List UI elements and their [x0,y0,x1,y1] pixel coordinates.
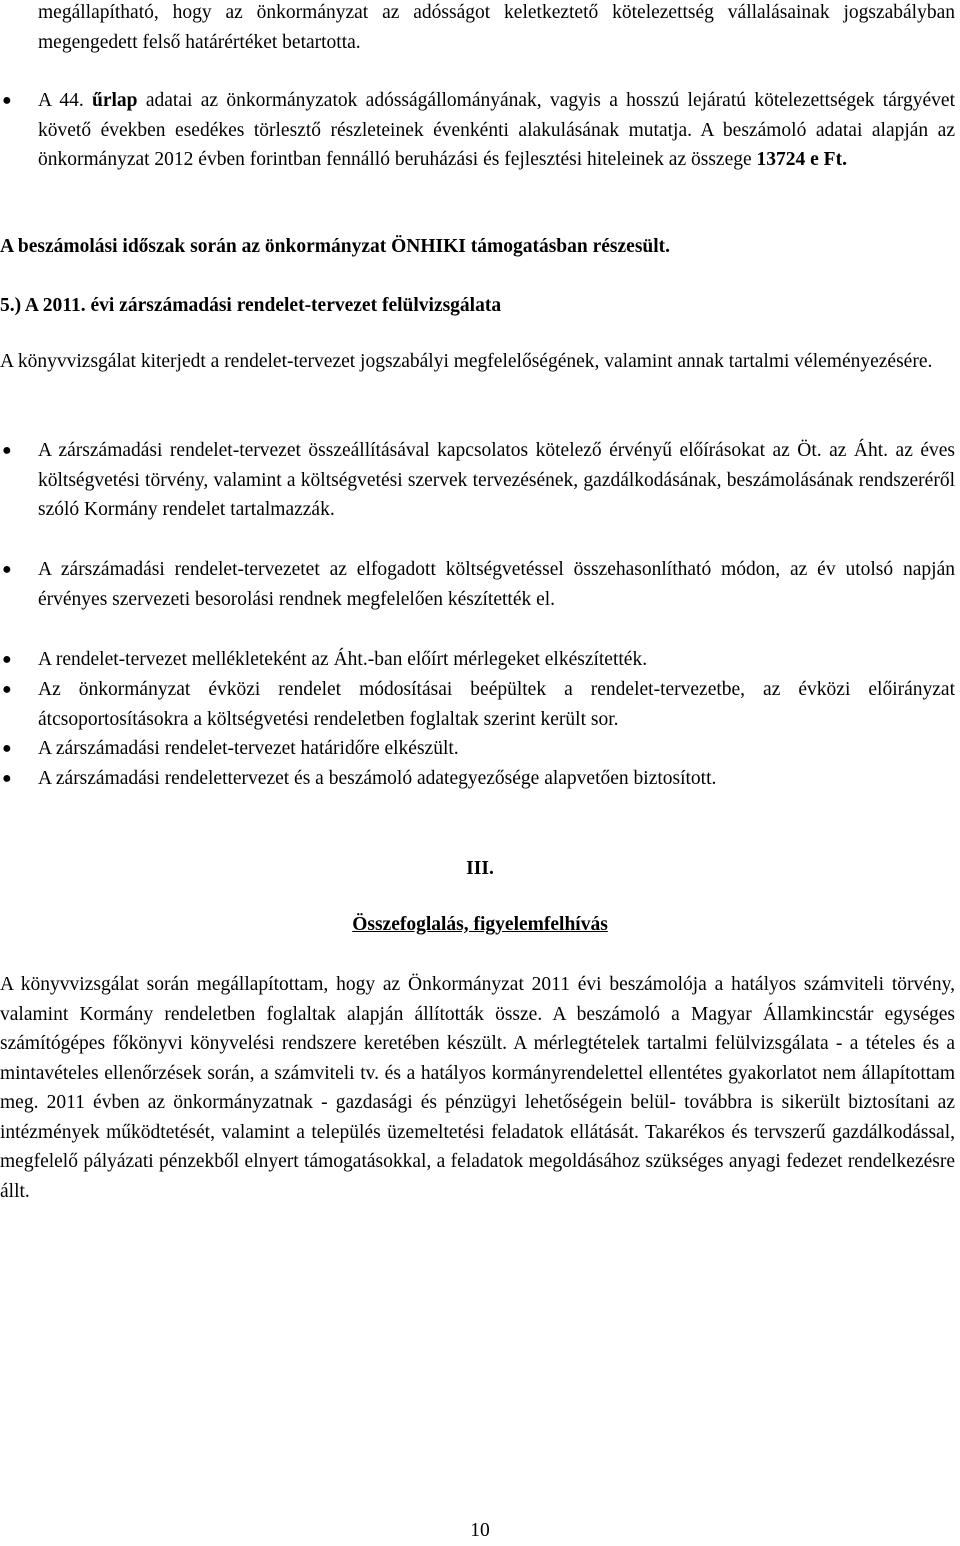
bullet-icon: ● [2,740,12,757]
section-5-heading: 5.) A 2011. évi zárszámadási rendelet-tervezet felülvizsgálata [0,295,502,316]
page-number: 10 [470,1520,490,1541]
bullet-text: A rendelet-tervezet mellékleteként az Áht.-ban előírt mérlegeket elkészítették. [38,649,648,670]
bullet-item-44-form [2,86,956,175]
continuation-text: megállapítható, hogy az önkormányzat az adósságot keletkeztető kötelezettség vállalásainak jogszabályban megengedett felső határértéket betartotta. [38,2,955,53]
bullet-icon: ● [2,681,12,698]
bullet-44-lead: A 44. [38,90,84,111]
section-5-intro: A könyvvizsgálat kiterjedt a rendelet-tervezet jogszabályi megfelelőségének, valamint annak tartalmi véleményezésére. [0,351,933,372]
bullet-icon: ● [2,561,12,578]
continuation-paragraph [38,0,955,57]
bullet-44-bold-term: űrlap [92,90,138,111]
bullet-icon: ● [2,442,12,459]
bullet-text: A zárszámadási rendelet-tervezet határidőre elkészült. [38,738,459,759]
bullet-text: Az önkormányzat évközi rendelet módosításai beépültek a rendelet-tervezetbe, az évközi előirányzat átcsoportosításokra a költségvetési rendeletben foglaltak szerint került sor. [38,679,955,730]
section-5-bullet-2 [2,555,955,614]
section-3-title: Összefoglalás, figyelemfelhívás [352,914,608,935]
onhiki-statement: A beszámolási időszak során az önkormányzat ÖNHIKI támogatásban részesült. [0,236,671,257]
section-5-bullet-3 [2,645,955,675]
bullet-44-text: adatai az önkormányzatok adósságállományának, vagyis a hosszú lejáratú kötelezettségek tárgyévet követő években esedékes törlesztő részleteinek évenkénti alakulásának mutatja. A beszámoló adatai alapján az önkormányzat 2012 évben forintban fennálló beruházási és fejlesztési hiteleinek az összege [38,90,956,170]
section-5-bullet-5 [2,734,955,764]
section-5-bullet-1 [2,436,955,525]
bullet-icon: ● [2,651,12,668]
bullet-text: A zárszámadási rendelet-tervezet összeállításával kapcsolatos kötelező érvényű előírásokat az Öt. az Áht. az éves költségvetési törvény, valamint a költségvetési szervek tervezésének, gazdálkodásának, beszámolásának rendszeréről szóló Kormány rendelet tartalmazzák. [38,440,955,520]
bullet-icon: ● [2,770,12,787]
section-5-bullet-6 [2,764,955,794]
section-3-body: A könyvvizsgálat során megállapítottam, hogy az Önkormányzat 2011 évi beszámolója a hatályos számviteli törvény, valamint Kormány rendeletben foglaltak alapján állították össze. A beszámoló a Magyar Államkincstár egységes számítógépes főkönyvi könyvelési rendszere keretében készült. A mérlegtételek tartalmi felülvizsgálata - a tételes és a mintavételes ellenőrzések során, a számviteli tv. és a hatályos kormányrendelettel ellentétes gyakorlatot nem állapítottam meg. 2011 évben az önkormányzatnak - gazdasági és pénzügyi lehetőségein belül- továbbra is sikerült biztosítani az intézmények működtetését, valamint a település üzemeltetési feladatok ellátását. Takarékos és tervszerű gazdálkodással, megfelelő pályázati pénzekből elnyert támogatásokkal, a feladatok megoldásához szükséges anyagi fedezet rendelkezésre állt. [0,974,955,1202]
section-5-bullet-4 [2,675,955,734]
bullet-44-amount: 13724 e Ft [756,149,843,170]
bullet-text: A zárszámadási rendelettervezet és a beszámoló adategyezősége alapvetően biztosított. [38,768,717,789]
bullet-icon: ● [2,92,12,109]
bullet-text: A zárszámadási rendelet-tervezetet az elfogadott költségvetéssel összehasonlítható módon, az év utolsó napján érvényes szervezeti besorolási rendnek megfelelően készítették el. [38,559,955,610]
section-3-numeral: III. [466,858,494,879]
bullet-44-dot: . [842,149,847,170]
